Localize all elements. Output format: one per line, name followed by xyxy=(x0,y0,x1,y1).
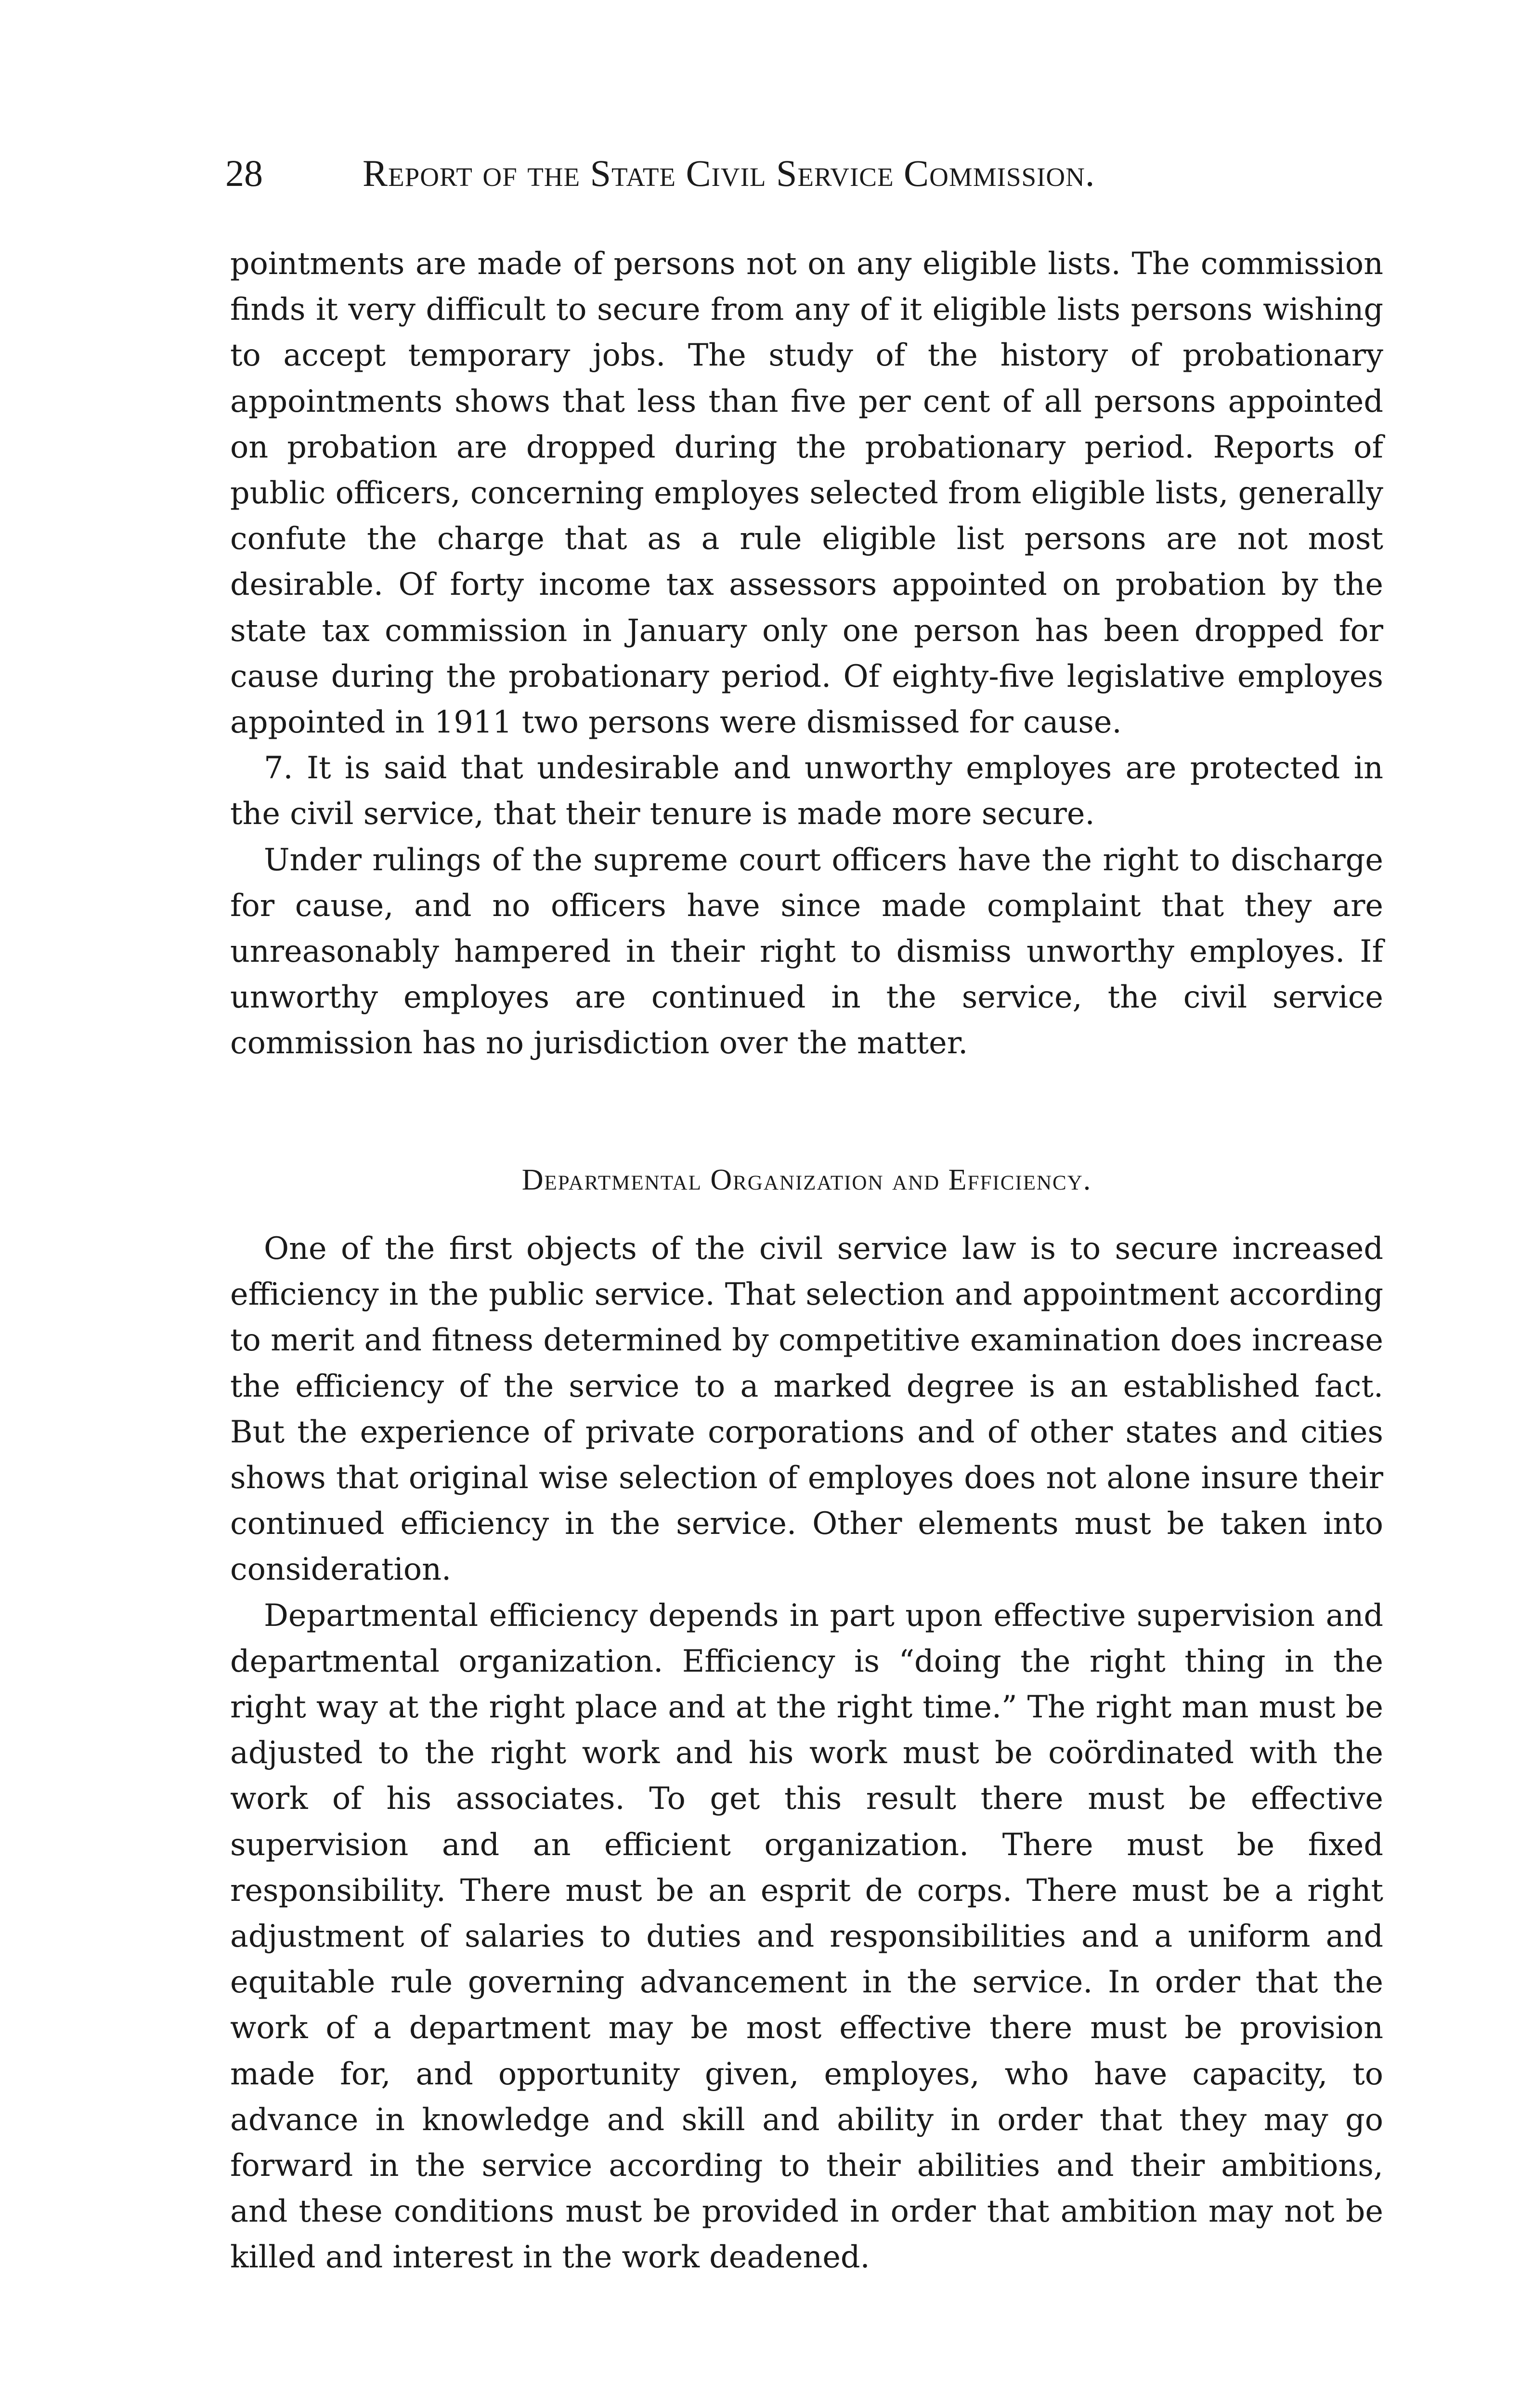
page-number: 28 xyxy=(225,152,263,194)
running-title: Report of the State Civil Service Commission. xyxy=(363,152,1095,194)
paragraph-point-7: 7. It is said that undesirable and unworthy employes are protected in the civil service, that their tenure is made more secure. xyxy=(230,750,1383,832)
paragraph-continued: pointments are made of persons not on any eligible lists. The commission finds it very difficult to secure from any of it eligible lists persons wishing to accept temporary jobs. The study of the history of probationary appointments shows that less than five per cent of all persons appointed on probation are dropped during the probationary period. Reports of public officers, concerning employes selected from eligible lists, generally confute the charge that as a rule eligible list persons are not most desirable. Of forty income tax assessors appointed on probation by the state tax commission in January only one person has been dropped for cause during the probationary period. Of eighty-five legislative employes appointed in 1911 two persons were dismissed for cause. xyxy=(230,246,1383,740)
text-block-after-heading xyxy=(230,1226,1383,2280)
section-heading: Departmental Organization and Efficiency. xyxy=(521,1164,1092,1196)
paragraph-departmental-efficiency: Departmental efficiency depends in part upon effective supervision and departmental organization. Efficiency is “doing the right thing in the right way at the right place and at the right time.” The right man must be adjusted to the right work and his work must be coördinated with the work of his associates. To get this result there must be effective supervision and an efficient organization. There must be fixed responsibility. There must be an esprit de corps. There must be a right adjustment of salaries to duties and responsibilities and a uniform and equitable rule governing advancement in the service. In order that the work of a department may be most effective there must be provision made for, and opportunity given, employes, who have capacity, to advance in knowledge and skill and ability in order that they may go forward in the service according to their abilities and their ambitions, and these conditions must be provided in order that ambition may not be killed and interest in the work deadened. xyxy=(230,1597,1383,2275)
page-header xyxy=(225,144,1285,202)
paragraph-efficiency-objects: One of the first objects of the civil service law is to secure increased efficiency in the public service. That selection and appointment according to merit and fitness determined by competitive examination does increase the efficiency of the service to a marked degree is an established fact. But the experience of private corporations and of other states and cities shows that original wise selection of employes does not alone insure their continued efficiency in the service. Other elements must be taken into consideration. xyxy=(230,1230,1383,1587)
paragraph-supreme-court: Under rulings of the supreme court officers have the right to discharge for cause, and no officers have since made complaint that they are unreasonably hampered in their right to dismiss unworthy employes. If unworthy employes are continued in the service, the civil service commission has no jurisdiction over the matter. xyxy=(230,841,1383,1061)
text-block-before-heading xyxy=(230,241,1383,1066)
